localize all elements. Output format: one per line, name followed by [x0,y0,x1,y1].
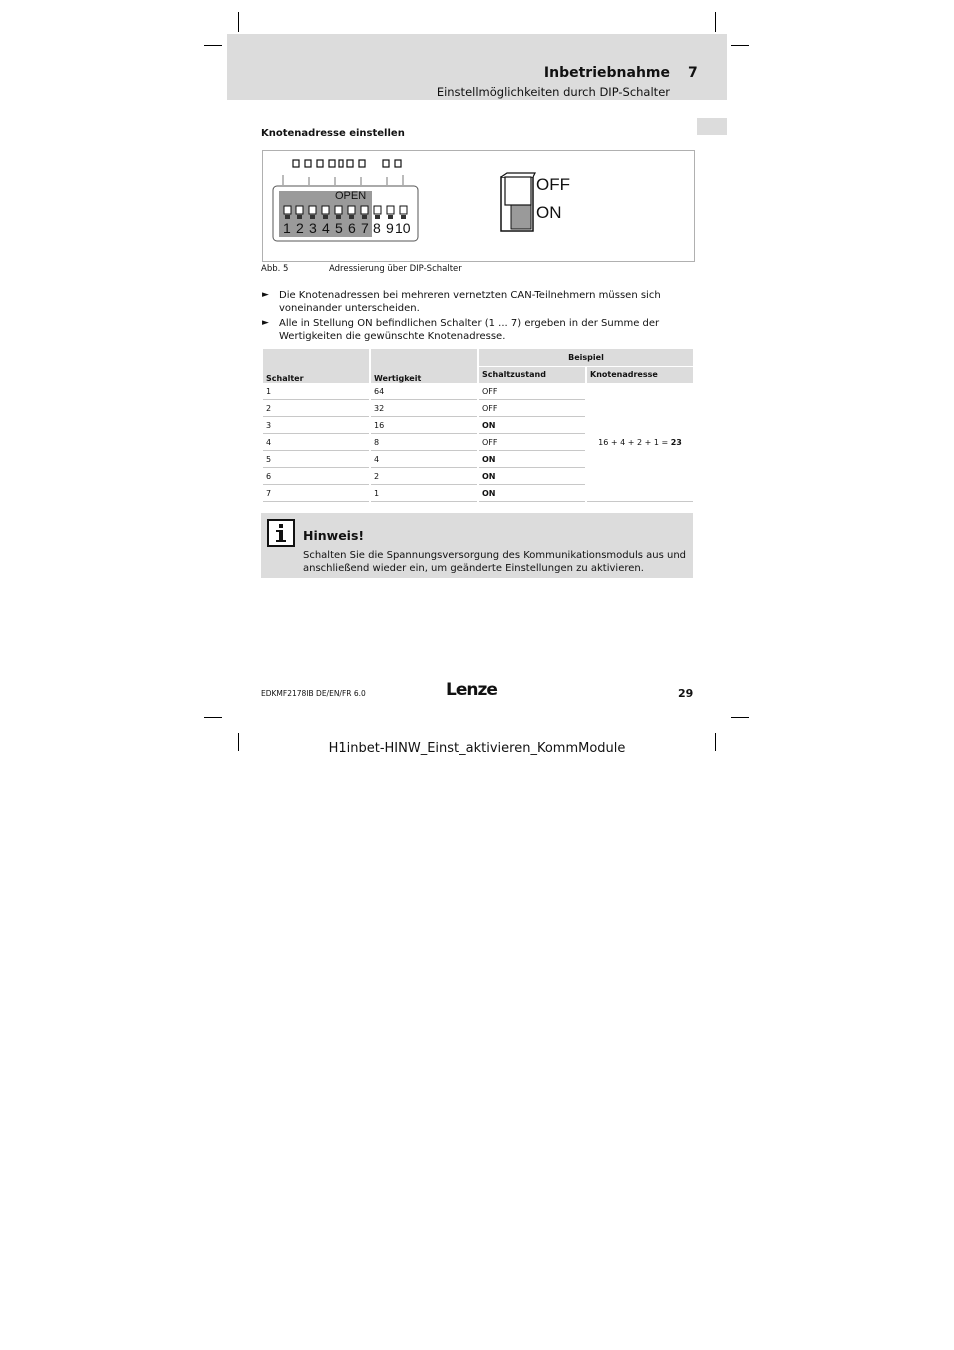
cell-schalter: 1 [263,384,369,400]
dip-open-label: OPEN [335,190,367,202]
cell-schaltzustand: ON [479,418,585,434]
page-number: 29 [678,687,694,700]
column-header-wertigkeit: Wertigkeit [371,349,477,383]
cell-schalter: 2 [263,401,369,417]
cell-wertigkeit: 32 [371,401,477,417]
switch-number: 3 [309,220,317,236]
cell-wertigkeit: 4 [371,452,477,468]
switch-number: 5 [335,220,343,236]
bullet-arrow-icon: ► [262,318,269,328]
note-text: Schalten Sie die Spannungsversorgung des Kommunikationsmoduls aus und anschließend wieder ein, um geänderte Einstellungen zu aktivieren. [303,550,687,574]
crop-mark [715,12,716,32]
crop-mark [204,45,222,46]
dip-switch-illustration [263,151,694,261]
table-row [263,384,693,400]
sum-result: 23 [670,438,682,447]
section-title: Knotenadresse einstellen [261,128,405,139]
module-label: H1inbet-HINW_Einst_aktivieren_KommModule [328,741,626,756]
sum-expression: 16 + 4 + 2 + 1 = [598,438,671,447]
cell-wertigkeit: 64 [371,384,477,400]
toggle-on-label: ON [536,203,562,222]
figure-caption-text: Adressierung über DIP-Schalter [329,264,462,274]
cell-schaltzustand: OFF [479,401,585,417]
note-title: Hinweis! [303,528,365,543]
switch-number: 1 [283,220,291,236]
toggle-off-label: OFF [536,175,570,194]
document-code: EDKMF2178IB DE/EN/FR 6.0 [261,689,366,698]
bullet-text: Alle in Stellung ON befindlichen Schalter (1 ... 7) ergeben in der Summe der Wertigkeiten die gewünschte Knotenadresse. [279,318,660,342]
switch-number: 4 [322,220,330,236]
bullet-text: Die Knotenadressen bei mehreren vernetzten CAN-Teilnehmern müssen sich voneinander unterscheiden. [279,290,661,314]
switch-number: 6 [348,220,356,236]
crop-mark [238,12,239,32]
cell-schaltzustand: ON [479,452,585,468]
cell-schalter: 6 [263,469,369,485]
chapter-title: Inbetriebnahme [543,65,670,81]
switch-number: 2 [296,220,304,236]
column-header-knotenadresse: Knotenadresse [587,367,693,384]
cell-schaltzustand: ON [479,486,585,502]
cell-wertigkeit: 1 [371,486,477,502]
crop-mark [204,717,222,718]
figure-caption-number: Abb. 5 [261,264,289,274]
cell-schaltzustand: OFF [479,435,585,451]
column-header-schalter: Schalter [263,349,369,383]
page-tab-marker [697,118,727,135]
switch-number: 8 [373,220,381,236]
cell-schalter: 7 [263,486,369,502]
chapter-number: 7 [688,65,698,81]
cell-wertigkeit: 8 [371,435,477,451]
crop-mark [731,45,749,46]
cell-schaltzustand: OFF [479,384,585,400]
chapter-subtitle: Einstellmöglichkeiten durch DIP-Schalter [436,85,670,99]
cell-schalter: 3 [263,418,369,434]
column-group-beispiel: Beispiel [479,349,693,366]
bullet-arrow-icon: ► [262,290,269,300]
column-header-schaltzustand: Schaltzustand [479,367,585,384]
cell-wertigkeit: 2 [371,469,477,485]
cell-schalter: 5 [263,452,369,468]
lenze-logo: Lenze [446,680,497,700]
switch-number: 9 [386,220,394,236]
address-table [261,348,695,503]
info-icon [267,519,295,547]
dip-switch-figure [262,150,695,262]
crop-mark [731,717,749,718]
note-box [261,513,693,578]
switch-number: 10 [395,220,411,236]
cell-schaltzustand: ON [479,469,585,485]
cell-schalter: 4 [263,435,369,451]
cell-wertigkeit: 16 [371,418,477,434]
cell-knotenadresse [587,384,693,502]
switch-number: 7 [361,220,369,236]
